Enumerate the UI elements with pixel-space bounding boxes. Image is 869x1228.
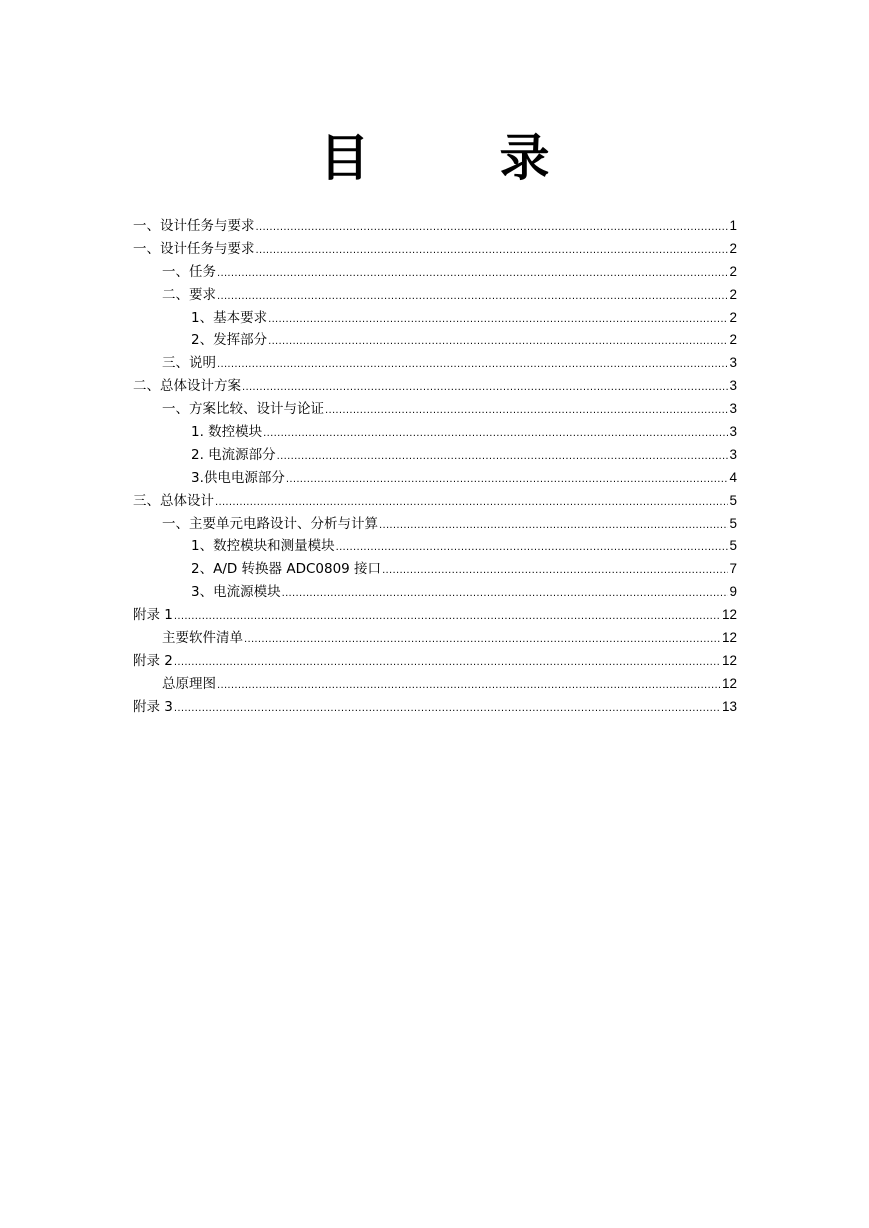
toc-entry[interactable]	[133, 284, 737, 307]
toc-entry[interactable]	[133, 307, 737, 330]
toc-entry-page: 3	[729, 378, 737, 394]
toc-entry[interactable]	[133, 421, 737, 444]
toc-entry-page: 4	[729, 469, 737, 485]
toc-leader-dots	[379, 515, 728, 538]
toc-leader-dots	[217, 675, 721, 698]
toc-entry[interactable]	[133, 513, 737, 536]
toc-entry-page: 2	[729, 309, 737, 325]
toc-entry[interactable]	[133, 604, 737, 627]
toc-entry-label: 二、要求	[162, 286, 216, 303]
toc-entry-label: 二、总体设计方案	[133, 378, 241, 395]
toc-entry-page: 2	[729, 286, 737, 302]
toc-entry-page: 3	[729, 355, 737, 371]
toc-entry-label: 一、设计任务与要求	[133, 218, 255, 234]
toc-entry[interactable]	[133, 238, 737, 261]
toc-entry[interactable]	[133, 535, 737, 558]
toc-entry-label: 3、电流源模块	[191, 584, 281, 601]
toc-entry[interactable]	[133, 398, 737, 421]
toc-leader-dots	[268, 309, 728, 332]
toc-entry-page: 2	[729, 332, 737, 348]
toc-leader-dots	[215, 492, 728, 515]
toc-entry[interactable]	[133, 673, 737, 696]
toc-entry-page: 13	[721, 698, 737, 714]
toc-entry-page: 12	[721, 652, 737, 668]
toc-entry-label: 主要软件清单	[162, 630, 243, 647]
toc-leader-dots	[174, 698, 721, 721]
toc-leader-dots	[286, 469, 729, 492]
toc-leader-dots	[217, 263, 728, 286]
toc-entry-label: 一、主要单元电路设计、分析与计算	[162, 515, 378, 532]
toc-entry-label: 1、基本要求	[191, 309, 268, 326]
toc-entry-label: 附录 3	[133, 698, 173, 715]
toc-entry-label: 三、说明	[162, 355, 216, 372]
title-char-2: 录	[499, 129, 550, 187]
toc-entry-label: 3.供电电源部分	[191, 469, 285, 486]
page-title	[0, 128, 869, 188]
toc-leader-dots	[256, 240, 729, 263]
toc-entry[interactable]	[133, 444, 737, 467]
toc-leader-dots	[263, 423, 728, 446]
toc-entry-label: 三、总体设计	[133, 492, 214, 509]
toc-leader-dots	[217, 354, 728, 377]
toc-entry-page: 9	[729, 584, 737, 600]
toc-leader-dots	[174, 652, 721, 675]
toc-leader-dots	[242, 377, 728, 400]
toc-entry-label: 附录 1	[133, 607, 173, 624]
toc-leader-dots	[382, 560, 728, 583]
toc-entry-page: 2	[729, 263, 737, 279]
toc-entry[interactable]	[133, 215, 737, 238]
toc-entry-page: 3	[729, 401, 737, 417]
toc-leader-dots	[217, 286, 728, 309]
toc-entry[interactable]	[133, 329, 737, 352]
toc-entry-label: 2、A/D 转换器 ADC0809 接口	[191, 561, 382, 578]
toc-entry-page: 5	[729, 492, 737, 508]
toc-entry-label: 一、设计任务与要求	[133, 240, 255, 257]
toc-entry[interactable]	[133, 650, 737, 673]
toc-entry[interactable]	[133, 352, 737, 375]
toc-leader-dots	[325, 400, 728, 423]
toc-entry-label: 1. 数控模块	[191, 424, 263, 441]
toc-entry-label: 一、任务	[162, 263, 216, 280]
toc-entry[interactable]	[133, 490, 737, 513]
toc-entry-page: 2	[729, 240, 737, 256]
toc-leader-dots	[282, 583, 729, 606]
title-char-1: 目	[319, 129, 370, 187]
toc-entry[interactable]	[133, 467, 737, 490]
toc-entry-label: 附录 2	[133, 652, 173, 669]
toc-entry[interactable]	[133, 581, 737, 604]
toc-entry-page: 3	[729, 424, 737, 440]
toc-entry[interactable]	[133, 261, 737, 284]
toc-entry[interactable]	[133, 627, 737, 650]
toc-entry[interactable]	[133, 696, 737, 719]
toc-entry-page: 12	[721, 675, 737, 691]
toc-entry-page: 5	[729, 538, 737, 554]
toc-leader-dots	[268, 331, 728, 354]
toc-leader-dots	[336, 537, 729, 560]
toc-leader-dots	[174, 606, 721, 629]
table-of-contents	[133, 215, 737, 719]
toc-entry-label: 1、数控模块和测量模块	[191, 538, 335, 555]
toc-entry-page: 12	[721, 607, 737, 623]
toc-entry[interactable]	[133, 558, 737, 581]
toc-entry-page: 1	[729, 218, 737, 233]
toc-leader-dots	[256, 217, 729, 240]
toc-entry-label: 总原理图	[162, 675, 216, 692]
toc-entry-page: 3	[729, 446, 737, 462]
toc-entry-page: 5	[729, 515, 737, 531]
toc-entry-label: 2、发挥部分	[191, 332, 268, 349]
toc-entry[interactable]	[133, 375, 737, 398]
toc-entry-label: 一、方案比较、设计与论证	[162, 401, 324, 418]
toc-entry-page: 12	[721, 630, 737, 646]
toc-leader-dots	[244, 629, 721, 652]
toc-entry-label: 2. 电流源部分	[191, 446, 276, 463]
toc-leader-dots	[277, 446, 729, 469]
toc-entry-page: 7	[729, 561, 737, 577]
